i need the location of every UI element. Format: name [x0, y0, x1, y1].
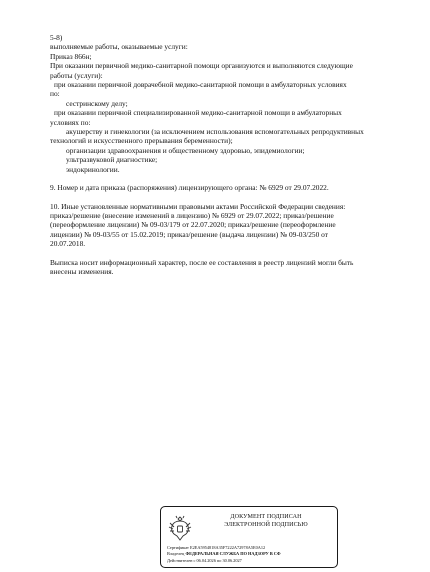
electronic-signature-stamp [160, 506, 338, 568]
text-line: акушерству и гинекологии (за исключением использования вспомогательных репродуктивных [66, 127, 364, 137]
paragraph-gap [50, 193, 405, 202]
paragraph-gap [50, 174, 405, 183]
text-line: технологий и искусственного прерывания беременности); [50, 136, 233, 146]
paragraph-gap [50, 249, 405, 258]
text-line: Выписка носит информационный характер, после ее составления в реестр лицензий могли быть [50, 257, 354, 267]
text-line: организации здравоохранения и общественному здоровью, эпидемиологии; [66, 145, 305, 155]
stamp-owner: Владелец ФЕДЕРАЛЬНАЯ СЛУЖБА ПО НАДЗОРУ В СФ [167, 551, 281, 557]
text-line: ультразвуковой диагностике; [66, 155, 158, 165]
text-line: по: [50, 89, 60, 99]
text-line: приказ/решение (внесение изменений в лицензию) № 6929 от 29.07.2022; приказ/решение [50, 210, 334, 220]
stamp-validity: Действителен с 06.04.2026 по 30.06.2027 [167, 557, 242, 563]
text-line: 9. Номер и дата приказа (распоряжения) лицензирующего органа: № 6929 от 29.07.2022. [50, 183, 329, 193]
coat-of-arms-icon [167, 513, 193, 543]
text-line: (переоформление лицензии) № 09-03/179 от 22.07.2020; приказ/решение (переоформление [50, 220, 336, 230]
text-line: Приказ 866н; [50, 51, 92, 61]
text-line: 5-8) [50, 33, 63, 42]
text-line: 10. Иные установленные нормативными правовыми актами Российской Федерации сведения: [50, 201, 346, 211]
text-line: внесены изменения. [50, 266, 114, 276]
stamp-certificate: Сертификат E2EA5954818A35F7222A72978A5E0A12 [167, 545, 266, 550]
text-line: 20.07.2018. [50, 239, 86, 249]
text-line: условиях по: [50, 117, 91, 127]
text-line: работы (услуги): [50, 70, 103, 80]
stamp-title: ДОКУМЕНТ ПОДПИСАН ЭЛЕКТРОННОЙ ПОДПИСЬЮ [224, 514, 308, 528]
text-line: лицензии) № 09-03/55 от 15.02.2019; приказ/решение (выдача лицензии) № 09-03/250 от [50, 229, 328, 239]
text-line: при оказании первичной доврачебной медико-санитарной помощи в амбулаторных условиях [54, 80, 347, 90]
stamp-details [167, 545, 338, 564]
text-line: эндокринологии. [66, 164, 120, 174]
text-line: при оказании первичной специализированной медико-санитарной помощи в амбулаторных [54, 108, 342, 118]
text-line: выполняемые работы, оказываемые услуги: [50, 42, 188, 52]
document-body [50, 33, 405, 276]
text-line: При оказании первичной медико-санитарной помощи организуются и выполняются следующие [50, 61, 353, 71]
text-line: сестринскому делу; [66, 98, 128, 108]
